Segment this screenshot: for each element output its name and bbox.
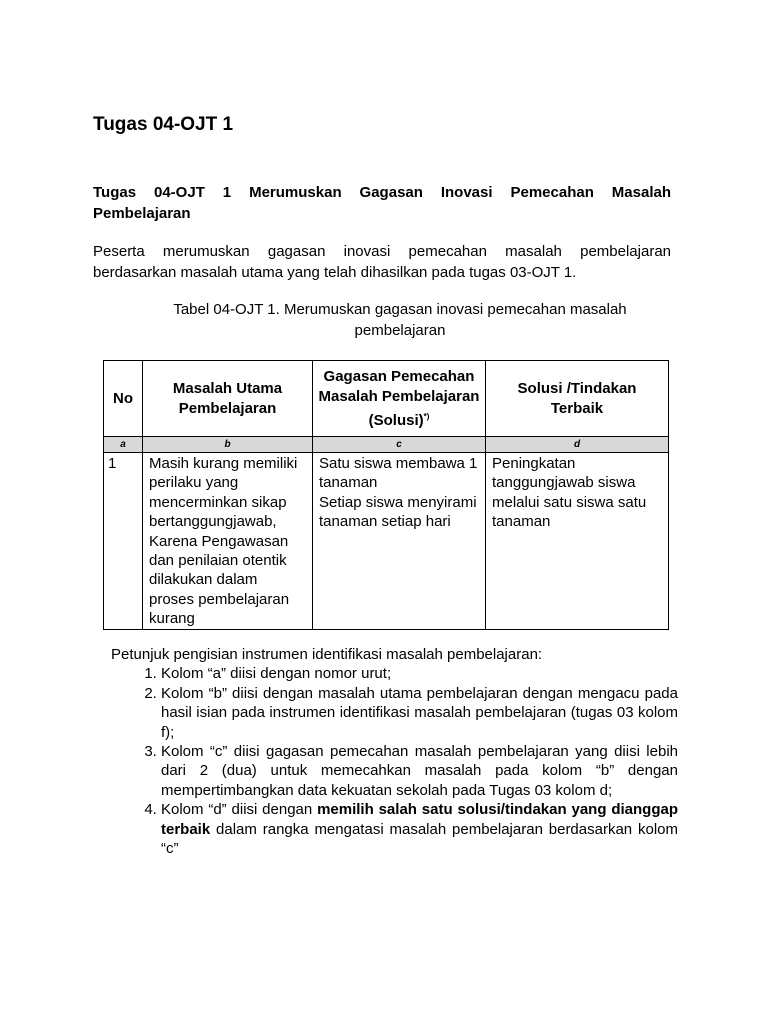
instruction-item-2: 2. Kolom “b” diisi dengan masalah utama pembelajaran dengan mengacu pada hasil isian pada instrumen identifikasi masalah pembelajaran (tugas 03 kolom f); (161, 684, 678, 742)
instruction-item-4-post: dalam rangka mengatasi masalah pembelajaran berdasarkan kolom “c” (161, 820, 678, 858)
cell-gagasan-line1: Satu siswa membawa 1 tanaman (319, 455, 478, 492)
cell-no: 1 (104, 453, 143, 630)
instruction-item-4 (161, 800, 678, 858)
table-caption: Tabel 04-OJT 1. Merumuskan gagasan inovasi pemecahan masalah pembelajaran (173, 301, 627, 339)
header-gagasan-mark: *) (423, 411, 430, 421)
intro-paragraph: Peserta merumuskan gagasan inovasi pemecahan masalah pembelajaran berdasarkan masalah utama yang telah dihasilkan pada tugas 03-OJT 1. (93, 243, 671, 281)
column-letter-c: c (313, 437, 486, 453)
cell-gagasan-line2: Setiap siswa menyirami tanaman setiap hari (319, 493, 477, 531)
instruction-item-3: 3. Kolom “c” diisi gagasan pemecahan masalah pembelajaran yang diisi lebih dari 2 (dua) untuk memecahkan masalah pada kolom “b” dengan mempertimbangkan data kekuatan sekolah pada Tugas 03 kolom d; (161, 742, 678, 800)
instruction-item-4-bold: memilih salah satu solusi/tindakan yang dianggap terbaik (161, 801, 678, 838)
instruction-item-1: 1. Kolom “a” diisi dengan nomor urut; (161, 664, 678, 683)
column-letter-b: b (143, 437, 313, 453)
column-letter-row (104, 437, 669, 453)
table-row (104, 453, 669, 630)
cell-solusi: Peningkatan tanggungjawab siswa melalui satu siswa satu tanaman (486, 453, 669, 630)
section-subtitle: Tugas 04-OJT 1 Merumuskan Gagasan Inovasi Pemecahan Masalah Pembelajaran (93, 184, 671, 222)
ojt-table (103, 360, 669, 630)
table-header-row (104, 361, 669, 437)
column-letter-d: d (486, 437, 669, 453)
instructions-block (111, 645, 678, 858)
header-gagasan (313, 361, 486, 437)
cell-masalah: Masih kurang memiliki perilaku yang mencerminkan sikap bertanggungjawab, Karena Pengawasan dan penilaian otentik dilakukan dalam proses pembelajaran kurang (143, 453, 313, 630)
header-masalah: Masalah Utama Pembelajaran (143, 361, 313, 437)
cell-gagasan (313, 453, 486, 630)
column-letter-a: a (104, 437, 143, 453)
instruction-item-4-pre: Kolom “d” diisi dengan (161, 801, 318, 819)
instructions-heading: Petunjuk pengisian instrumen identifikasi masalah pembelajaran: (111, 646, 543, 663)
header-no: No (104, 361, 143, 437)
header-gagasan-text: Gagasan Pemecahan Masalah Pembelajaran (Solusi) (318, 367, 480, 429)
page-title: Tugas 04-OJT 1 (93, 114, 234, 135)
instructions-list (111, 664, 678, 858)
header-solusi: Solusi /Tindakan Terbaik (486, 361, 669, 437)
